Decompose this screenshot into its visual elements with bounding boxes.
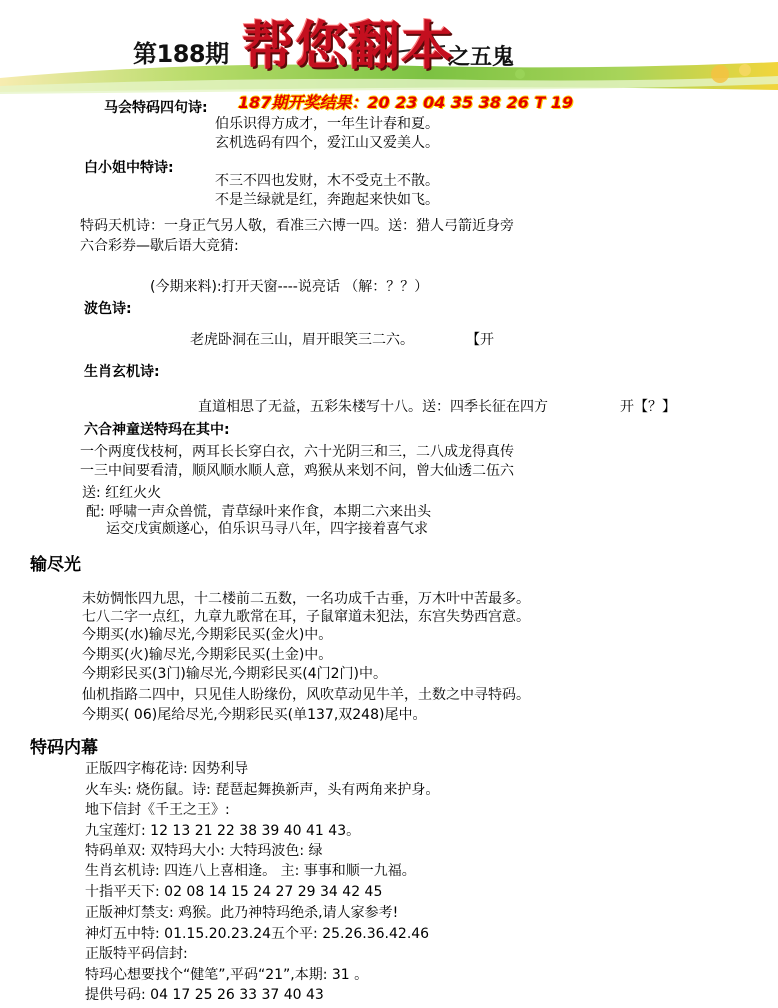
zodiac-tag: 开【？】 — [620, 399, 676, 415]
inside-line: 正版神灯禁支: 鸡猴。此乃神特玛绝杀,请人家参考! — [85, 905, 399, 921]
lose-line: 七八二字一点红，九章九歌常在耳，子鼠窜道未犯法，东宫失势西宫意。 — [82, 609, 530, 625]
lose-line: 今期买( 06)尾给尽光,今期彩民买(单137,双248)尾中。 — [82, 707, 427, 723]
horse-poem-label: 马会特码四句诗: — [104, 100, 208, 116]
inside-line: 生肖玄机诗: 四连八上喜相逢。 主: 事事和顺一九福。 — [85, 863, 416, 879]
horse-poem-line: 玄机选码有四个，爱江山又爱美人。 — [215, 135, 439, 151]
miss-bai-line: 不三不四也发财，木不受克土不散。 — [215, 173, 439, 189]
inside-line: 正版特平码信封: — [85, 946, 188, 962]
lose-line: 今期买(火)输尽光,今期彩民买(土金)中。 — [82, 647, 333, 663]
miss-bai-line: 不是兰绿就是红，奔跑起来快如飞。 — [215, 192, 439, 208]
liuhe-line: 一个两度伐枝柯，两耳长长穿白衣，六十光阴三和三，二八成龙得真传 — [80, 444, 514, 460]
zodiac-line: 直道相思了无益，五彩朱楼写十八。送：四季长征在四方 — [198, 399, 548, 415]
riddle-line: (今期来料):打开天窗----说亮话 （解：？？） — [150, 279, 429, 295]
liuhe-label: 六合神童送特玛在其中: — [84, 422, 230, 438]
guess-line: 六合彩券—歇后语大竞猜: — [80, 238, 239, 254]
last-result: 187期开奖结果：20 23 04 35 38 26 T 19 — [238, 93, 574, 112]
issue-number: 第188期 — [133, 40, 229, 68]
liuhe-pei-line: 配: 呼啸一声众兽慌，青草绿叶来作食，本期二六来出头 — [86, 504, 432, 520]
lose-line: 今期买(水)输尽光,今期彩民买(金火)中。 — [82, 627, 333, 643]
inside-line: 神灯五中特: 01.15.20.23.24五个平: 25.26.36.42.46 — [85, 926, 430, 942]
wave-label: 波色诗: — [84, 301, 132, 317]
lose-line: 仙机指路二四中，只见佳人盼缘份，风吹草动见牛羊，土数之中寻特码。 — [82, 687, 530, 703]
inside-line: 九宝莲灯: 12 13 21 22 38 39 40 41 43。 — [85, 823, 361, 839]
wave-tag: 【开 — [466, 332, 494, 348]
inside-line: 十指平天下: 02 08 14 15 24 27 29 34 42 45 — [85, 884, 383, 900]
liuhe-line: 一三中间要看清，顺风顺水顺人意，鸡猴从来划不问，曾大仙透二伍六 — [80, 463, 514, 479]
horse-poem-line: 伯乐识得方成才，一年生计春和夏。 — [215, 116, 439, 132]
lose-line: 今期彩民买(3门)输尽光,今期彩民买(4门2门)中。 — [82, 666, 388, 682]
inside-line: 火车头: 烧伤鼠。诗: 琵琶起舞换新声，头有两角来护身。 — [85, 782, 440, 798]
liuhe-send: 送: 红红火火 — [82, 485, 162, 501]
inside-line: 正版四字梅花诗: 因势利导 — [85, 761, 249, 777]
zodiac-label: 生肖玄机诗: — [84, 364, 160, 380]
tianji-line: 特码天机诗：一身正气另人敬，看准三六博一四。送：猎人弓箭近身旁 — [80, 218, 514, 234]
page-subtitle: 之五鬼 — [448, 45, 515, 70]
page-title: 帮您翻本 — [242, 16, 455, 77]
inside-line: 地下信封《千王之王》: — [85, 802, 230, 818]
wave-line: 老虎卧洞在三山，眉开眼笑三二六。 — [190, 332, 414, 348]
inside-line: 特码单双: 双特玛大小: 大特玛波色: 绿 — [85, 843, 323, 859]
miss-bai-label: 白小姐中特诗: — [84, 160, 174, 176]
inside-line: 特玛心想要找个“健笔”,平码“21”,本期: 31 。 — [85, 967, 369, 983]
inside-line: 提供号码: 04 17 25 26 33 37 40 43 — [85, 987, 324, 1003]
inside-section-title: 特码内幕 — [30, 738, 98, 758]
lose-section-title: 输尽光 — [30, 555, 81, 575]
lose-line: 未妨惆怅四九思，十二楼前二五数，一名功成千古垂，万木叶中苦最多。 — [82, 591, 530, 607]
liuhe-pei-line: 运交戊寅颇遂心，伯乐识马寻八年，四字接着喜气求 — [106, 521, 428, 537]
